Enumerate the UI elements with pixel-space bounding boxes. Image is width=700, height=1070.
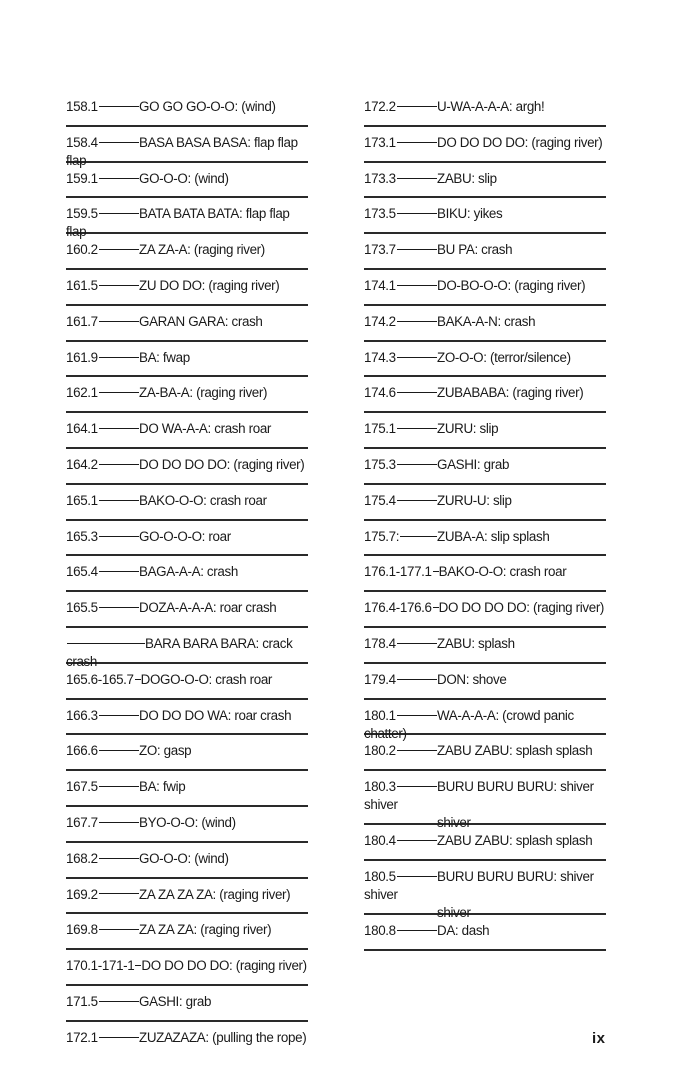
sfx-text: ZABU: splash (437, 635, 515, 651)
sfx-page-ref: 173.1 (364, 134, 396, 150)
leader-dash (433, 607, 439, 608)
sfx-entry (66, 306, 308, 342)
sfx-entry (66, 700, 308, 736)
sfx-page-ref: 166.3 (66, 707, 98, 723)
sfx-page-ref: 180.5 (364, 868, 396, 884)
sfx-text: ZUBA-A: slip splash (437, 528, 550, 544)
sfx-page-ref: 169.2 (66, 886, 98, 902)
sfx-page-ref: 172.1 (66, 1029, 98, 1045)
sfx-entry (364, 628, 606, 664)
sfx-text: ZUBABABA: (raging river) (437, 385, 584, 401)
sfx-text: ZURU-U: slip (437, 492, 512, 508)
sfx-text: BURU BURU BURU: shiver shiver (364, 779, 594, 813)
sfx-entry (66, 879, 308, 915)
sfx-page-ref: 180.2 (364, 743, 396, 759)
sfx-entry (364, 700, 606, 741)
sfx-entry (66, 735, 308, 771)
sfx-entry (66, 592, 308, 628)
leader-dash (99, 822, 139, 823)
leader-dash (99, 500, 139, 501)
sfx-text: ZO-O-O: (terror/silence) (437, 349, 571, 365)
leader-dash (99, 1037, 139, 1038)
leader-dash (397, 715, 437, 716)
sfx-entry (364, 592, 606, 628)
leader-dash (397, 106, 437, 107)
sfx-text: ZA ZA ZA: (raging river) (139, 922, 272, 938)
sfx-page-ref: 158.4 (66, 134, 98, 150)
sfx-page-ref: 166.6 (66, 743, 98, 759)
sfx-page-ref: 175.3 (364, 456, 396, 472)
sfx-entry (66, 234, 308, 270)
leader-dash (99, 285, 139, 286)
sfx-page-ref: 175.7: (364, 528, 400, 544)
leader-dash (397, 750, 437, 751)
leader-dash (397, 178, 437, 179)
sfx-entry (364, 735, 606, 771)
leader-dash (99, 392, 139, 393)
sfx-page-ref: 159.5 (66, 206, 98, 222)
leader-dash (397, 285, 437, 286)
sfx-entry (66, 91, 308, 127)
leader-dash (99, 786, 139, 787)
sfx-page-ref: 171.5 (66, 993, 98, 1009)
sfx-text: ZO: gasp (139, 743, 192, 759)
sfx-text: BAKO-O-O: crash roar (438, 564, 567, 580)
sfx-text: BAGA-A-A: crash (139, 564, 238, 580)
sfx-entry (364, 771, 606, 831)
sfx-entry (364, 915, 606, 951)
sfx-page-ref: 175.4 (364, 492, 396, 508)
sfx-entry (364, 163, 606, 199)
sfx-entry (66, 377, 308, 413)
sfx-page-ref: 173.7 (364, 242, 396, 258)
sfx-text-continued: shiver (437, 815, 471, 831)
sfx-page-ref: 178.4 (364, 635, 396, 651)
leader-dash (397, 213, 437, 214)
sfx-text: ZABU ZABU: splash splash (437, 833, 593, 849)
leader-dash (99, 571, 139, 572)
sfx-page-ref: 165.3 (66, 528, 98, 544)
leader-dash (67, 643, 145, 644)
sfx-entry (66, 771, 308, 807)
sfx-entry (364, 198, 606, 234)
sfx-text: GO-O-O: (wind) (139, 850, 229, 866)
sfx-page-ref: 176.1-177.1 (364, 564, 432, 580)
sfx-entry (66, 843, 308, 879)
sfx-page-ref: 174.3 (364, 349, 396, 365)
sfx-page-ref: 165.1 (66, 492, 98, 508)
sfx-entry (364, 377, 606, 413)
sfx-text: DO WA-A-A: crash roar (139, 421, 272, 437)
sfx-page-ref: 180.3 (364, 779, 396, 795)
sfx-entry (66, 986, 308, 1022)
leader-dash (397, 643, 437, 644)
sfx-page-ref: 169.8 (66, 922, 98, 938)
sfx-entry (364, 485, 606, 521)
sfx-entry (364, 449, 606, 485)
leader-dash (99, 858, 139, 859)
sfx-entry (66, 198, 308, 240)
leader-dash (397, 357, 437, 358)
sfx-text: WA-A-A-A: (crowd panic chatter) (364, 707, 574, 741)
sfx-entry (66, 413, 308, 449)
leader-dash (400, 536, 437, 537)
leader-dash (135, 965, 141, 966)
leader-dash (397, 321, 437, 322)
leader-dash (397, 392, 437, 393)
sfx-entry (364, 234, 606, 270)
sfx-entry (364, 521, 606, 557)
leader-dash (397, 876, 437, 877)
sfx-text: BURU BURU BURU: shiver shiver (364, 868, 594, 902)
sfx-entry (66, 914, 308, 950)
leader-dash (99, 929, 139, 930)
sfx-text: U-WA-A-A-A: argh! (437, 99, 545, 114)
sfx-text: ZUZAZAZA: (pulling the rope) (139, 1029, 307, 1045)
leader-dash (99, 213, 139, 214)
sfx-text-continued: shiver (437, 904, 471, 920)
sfx-text: BYO-O-O: (wind) (139, 814, 236, 830)
sfx-text: BASA BASA BASA: flap flap flap (66, 134, 298, 168)
leader-dash (397, 930, 437, 931)
sfx-entry (66, 485, 308, 521)
leader-dash (99, 607, 139, 608)
sfx-text: BATA BATA BATA: flap flap flap (66, 206, 290, 240)
sfx-text: DO DO DO DO: (raging river) (438, 600, 605, 616)
sfx-entry (364, 342, 606, 378)
sfx-text: DOZA-A-A-A: roar crash (139, 600, 277, 616)
sfx-entry (66, 1022, 308, 1056)
sfx-text: ZA ZA ZA ZA: (raging river) (139, 886, 291, 902)
sfx-text: DO DO DO WA: roar crash (139, 707, 292, 723)
sfx-entry (66, 127, 308, 168)
sfx-text: BA: fwap (139, 349, 190, 365)
sfx-text: GARAN GARA: crash (139, 313, 263, 329)
sfx-text: DOGO-O-O: crash roar (140, 671, 273, 687)
leader-dash (397, 464, 437, 465)
sfx-page-ref: 179.4 (364, 671, 396, 687)
sfx-entry (364, 270, 606, 306)
sfx-text: BAKO-O-O: crash roar (139, 492, 267, 508)
sfx-entry (66, 521, 308, 557)
sfx-text: ZABU ZABU: splash splash (437, 743, 593, 759)
sfx-text: DO-BO-O-O: (raging river) (437, 277, 586, 293)
sfx-page-ref: 167.5 (66, 779, 98, 795)
sfx-page-ref: 170.1-171-1 (66, 958, 135, 974)
sfx-entry (66, 807, 308, 843)
sfx-page-ref: 180.4 (364, 833, 396, 849)
sfx-page-ref: 168.2 (66, 850, 98, 866)
sfx-text: ZA ZA-A: (raging river) (139, 242, 265, 258)
leader-dash (397, 428, 437, 429)
sfx-entry (364, 861, 606, 920)
sfx-text: ZABU: slip (437, 170, 497, 186)
sfx-page-ref: 174.1 (364, 277, 396, 293)
leader-dash (99, 750, 139, 751)
sfx-entry (364, 306, 606, 342)
page-number: ix (592, 1030, 606, 1047)
sfx-page-ref: 165.5 (66, 600, 98, 616)
sfx-text: GASHI: grab (139, 993, 212, 1009)
sfx-entry (66, 342, 308, 378)
leader-dash (99, 536, 139, 537)
sfx-page-ref: 165.6-165.7 (66, 671, 134, 687)
sfx-page-ref: 164.2 (66, 456, 98, 472)
leader-dash (397, 679, 437, 680)
leader-dash (99, 178, 139, 179)
leader-dash (99, 142, 139, 143)
sfx-text: DO DO DO DO: (raging river) (141, 958, 307, 974)
left-column (66, 91, 308, 1056)
leader-dash (397, 249, 437, 250)
sfx-text: BIKU: yikes (437, 206, 503, 222)
sfx-entry (66, 449, 308, 485)
sfx-entry (364, 664, 606, 700)
sfx-text: DON: shove (437, 671, 507, 687)
sfx-text: BAKA-A-N: crash (437, 313, 536, 329)
leader-dash (397, 142, 437, 143)
sfx-text: ZURU: slip (437, 421, 499, 437)
sfx-page-ref: 158.1 (66, 99, 98, 114)
leader-dash (99, 428, 139, 429)
leader-dash (99, 893, 139, 894)
sfx-entry (364, 91, 606, 127)
sfx-page-ref: 161.7 (66, 313, 98, 329)
sfx-page-ref: 172.2 (364, 99, 396, 114)
sfx-entry (364, 413, 606, 449)
right-column (364, 91, 606, 951)
sfx-text: BARA BARA BARA: crack crash (66, 635, 293, 669)
sfx-page-ref: 159.1 (66, 170, 98, 186)
sfx-page-ref: 165.4 (66, 564, 98, 580)
sfx-entry (364, 127, 606, 163)
leader-dash (433, 571, 439, 572)
sfx-text: GO-O-O: (wind) (139, 170, 229, 186)
sfx-text: GO GO GO-O-O: (wind) (139, 99, 276, 114)
sfx-page-ref: 174.2 (364, 313, 396, 329)
sfx-entry (364, 556, 606, 592)
sfx-page-ref: 160.2 (66, 242, 98, 258)
leader-dash (99, 321, 139, 322)
leader-dash (397, 500, 437, 501)
sfx-entry (66, 163, 308, 199)
sfx-text: BA: fwip (139, 779, 186, 795)
sfx-page-ref: 161.9 (66, 349, 98, 365)
leader-dash (99, 249, 139, 250)
sfx-page-ref: 162.1 (66, 385, 98, 401)
leader-dash (99, 357, 139, 358)
sfx-text: DO DO DO DO: (raging river) (139, 456, 305, 472)
leader-dash (397, 786, 437, 787)
sfx-page-ref: 173.3 (364, 170, 396, 186)
sfx-entry (66, 950, 308, 986)
sfx-text: ZU DO DO: (raging river) (139, 277, 280, 293)
sfx-page-ref: 180.1 (364, 707, 396, 723)
sfx-text: DO DO DO DO: (raging river) (437, 134, 603, 150)
sfx-text: GASHI: grab (437, 456, 510, 472)
sfx-page-ref: 180.8 (364, 922, 396, 938)
sfx-page-ref: 174.6 (364, 385, 396, 401)
sfx-text: ZA-BA-A: (raging river) (139, 385, 268, 401)
sfx-page-ref: 164.1 (66, 421, 98, 437)
sfx-page-ref: 175.1 (364, 421, 396, 437)
sfx-page-ref: 173.5 (364, 206, 396, 222)
leader-dash (99, 715, 139, 716)
leader-dash (99, 106, 139, 107)
leader-dash (397, 840, 437, 841)
sfx-page-ref: 176.4-176.6 (364, 600, 432, 616)
leader-dash (135, 679, 141, 680)
sfx-entry (66, 664, 308, 700)
sfx-entry (364, 825, 606, 861)
sfx-page-ref: 167.7 (66, 814, 98, 830)
sfx-text: GO-O-O-O: roar (139, 528, 231, 544)
sfx-entry (66, 270, 308, 306)
sfx-entry (66, 556, 308, 592)
leader-dash (99, 1001, 139, 1002)
sfx-page-ref: 161.5 (66, 277, 98, 293)
leader-dash (99, 464, 139, 465)
sfx-text: BU PA: crash (437, 242, 513, 258)
sfx-entry (66, 628, 308, 669)
sfx-text: DA: dash (437, 922, 490, 938)
